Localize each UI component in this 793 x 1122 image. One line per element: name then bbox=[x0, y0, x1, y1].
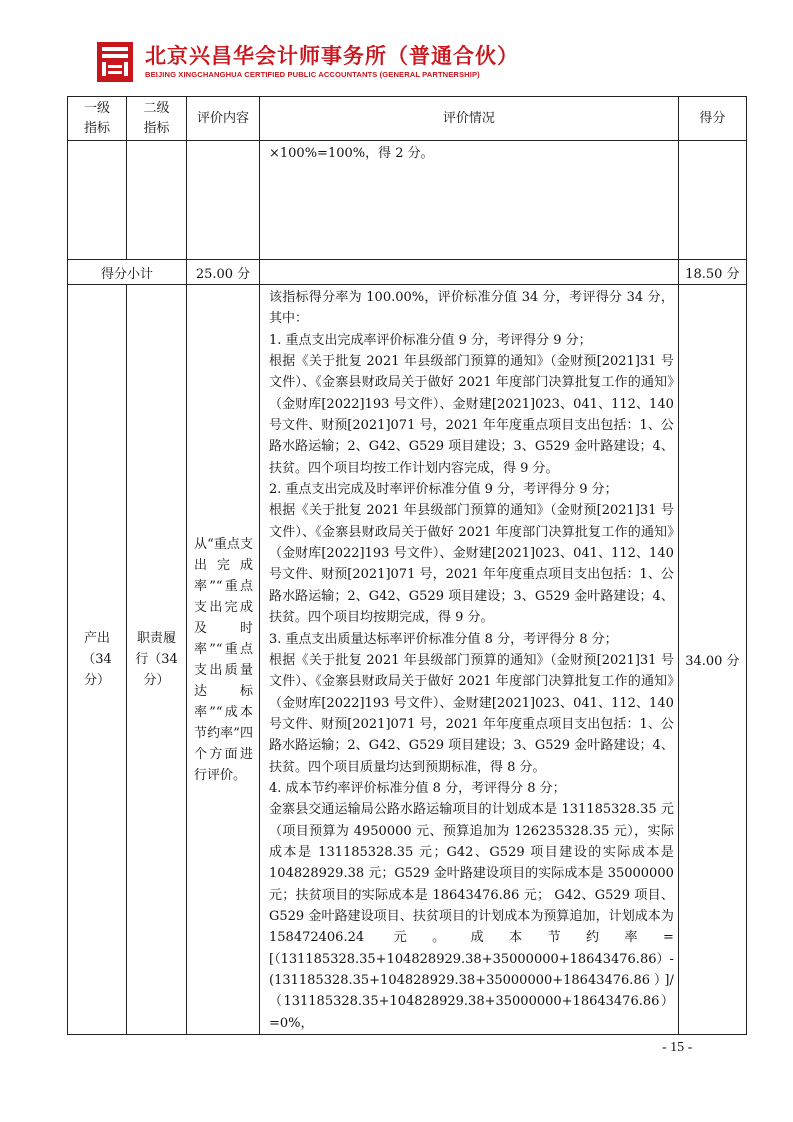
detail-paragraph: 根据《关于批复 2021 年县级部门预算的通知》（金财预[2021]31 号文件）、《金寨县财政局关于做好 2021 年度部门决算批复工作的通知》（金财库[2022]193 号文件）、金财建[2021]023、041、112、140 号文件、财预[2021]071 号，2021 年年度重点项目支出包括：1、公路水路运输；2、G42、G529 项目建设；3、G529 金叶路建设；4、扶贫。四个项目质量均达到预期标准，得 8 分。 bbox=[269, 652, 674, 775]
detail-paragraph: 3. 重点支出质量达标率评价标准分值 8 分，考评得分 8 分； bbox=[269, 631, 618, 647]
subtotal-score: 18.50 分 bbox=[678, 260, 746, 285]
detail-paragraph: 金寨县交通运输局公路水路运输项目的计划成本是 131185328.35 元（项目预算为 4950000 元、预算追加为 126235328.35 元），实际成本是 131185328.35 元；G42、G529 项目建设的实际成本是 104828929.38 元；G529 金叶路建设项目的实际成本是 35000000 元；扶贫项目的实际成本是 18643476.86 元； G42、G529 项目、G529 金叶路建设项目、扶贫项目的计划成本为预算追加，计划成本为 158472406.24 元。成本节约率=[（131185328.35+104828929.38+35000000+18643476.86）-(131185328.35+104828929.38+35000000+18643476.86）]/（131185328.35+104828929.38+35000000+18643476.86）=0%， bbox=[269, 802, 674, 1031]
detail-paragraph: 根据《关于批复 2021 年县级部门预算的通知》（金财预[2021]31 号文件）、《金寨县财政局关于做好 2021 年度部门决算批复工作的通知》（金财库[2022]193 号文件）、金财建[2021]023、041、112、140 号文件、财预[2021]071 号，2021 年年度重点项目支出包括：1、公路水路运输；2、G42、G529 项目建设；3、G529 金叶路建设；4、扶贫。四个项目均按工作计划内容完成，得 9 分。 bbox=[269, 354, 674, 476]
continuation-text: ×100%=100%，得 2 分。 bbox=[260, 141, 679, 260]
detail-paragraph: 该指标得分率为 100.00%，评价标准分值 34 分，考评得分 34 分，其中： bbox=[269, 290, 674, 327]
output-evaluation-content: 从“重点支出完成率”“重点支出完成及时率”“重点支出质量达标率”“成本节约率”四个方面进行评价。 bbox=[187, 285, 260, 1035]
detail-paragraph: 2. 重点支出完成及时率评价标准分值 9 分，考评得分 9 分； bbox=[269, 482, 618, 498]
detail-paragraph: 根据《关于批复 2021 年县级部门预算的通知》（金财预[2021]31 号文件）、《金寨县财政局关于做好 2021 年度部门决算批复工作的通知》（金财库[2022]193 号文件）、金财建[2021]023、041、112、140 号文件、财预[2021]071 号，2021 年年度重点项目支出包括：1、公路水路运输；2、G42、G529 项目建设；3、G529 金叶路建设；4、扶贫。四个项目均按期完成，得 9 分。 bbox=[269, 503, 674, 626]
subtotal-label: 得分小计 bbox=[68, 260, 187, 285]
firm-logo-icon bbox=[97, 42, 133, 82]
header-evaluation-content: 评价内容 bbox=[187, 97, 260, 141]
output-evaluation-details bbox=[260, 285, 679, 1035]
subtotal-total: 25.00 分 bbox=[187, 260, 260, 285]
detail-paragraph: 1. 重点支出完成率评价标准分值 9 分，考评得分 9 分； bbox=[269, 332, 592, 348]
header-level1-indicator: 一级指标 bbox=[68, 97, 127, 141]
output-level1: 产出（34 分） bbox=[68, 285, 127, 1035]
cell-empty bbox=[260, 260, 679, 285]
cell-empty bbox=[678, 141, 746, 260]
cell-empty bbox=[187, 141, 260, 260]
cell-empty bbox=[127, 141, 187, 260]
header-score: 得分 bbox=[678, 97, 746, 141]
output-score: 34.00 分 bbox=[678, 285, 746, 1035]
page-number: - 15 - bbox=[662, 1040, 693, 1055]
table-row-output bbox=[68, 285, 747, 1035]
table-row-continuation bbox=[68, 141, 747, 260]
table-row-subtotal bbox=[68, 260, 747, 285]
detail-paragraph: 4. 成本节约率评价标准分值 8 分，考评得分 8 分； bbox=[269, 780, 566, 796]
table-header-row bbox=[68, 97, 747, 141]
output-level2: 职责履行（34 分） bbox=[127, 285, 187, 1035]
firm-name-english: BEIJING XINGCHANGHUA CERTIFIED PUBLIC ACCOUNTANTS (GENERAL PARTNERSHIP) bbox=[145, 70, 480, 79]
header-level2-indicator: 二级指标 bbox=[127, 97, 187, 141]
cell-empty bbox=[68, 141, 127, 260]
firm-name-chinese: 北京兴昌华会计师事务所（普通合伙） bbox=[145, 44, 519, 68]
header-evaluation-situation: 评价情况 bbox=[260, 97, 679, 141]
evaluation-table bbox=[67, 96, 747, 1035]
letterhead bbox=[97, 40, 617, 88]
